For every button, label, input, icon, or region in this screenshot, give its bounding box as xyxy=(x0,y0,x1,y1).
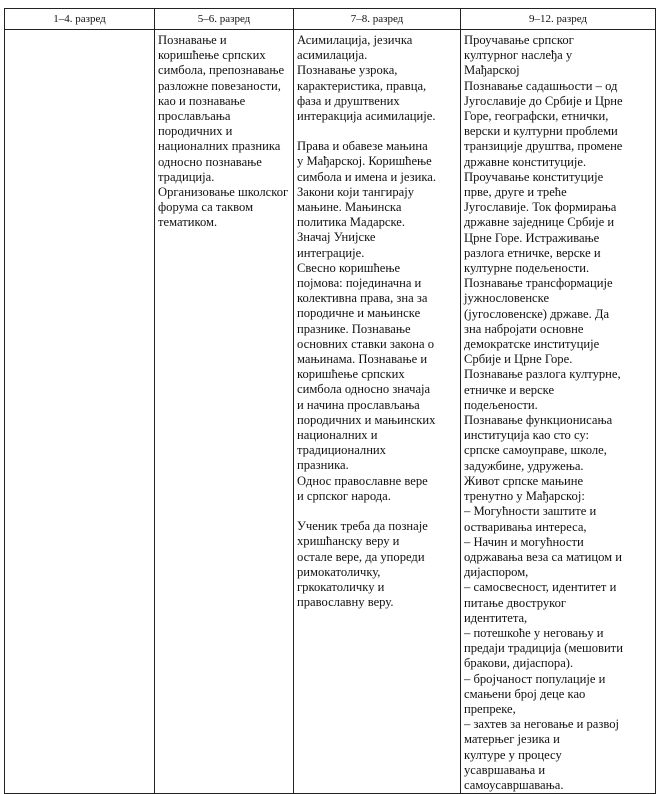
text-line: зна набројати основне xyxy=(464,321,584,336)
paragraph-gap xyxy=(297,124,457,139)
text-line: празника. xyxy=(297,458,349,473)
text-line: традиционалних xyxy=(297,443,386,458)
text-line: питање двоструког xyxy=(464,595,567,610)
table-header xyxy=(5,9,656,30)
text-line: појмова: појединачна и xyxy=(297,276,422,291)
text-line: демократске институције xyxy=(464,337,600,352)
text-line: разлога етничке, верске и xyxy=(464,245,601,260)
text-line: симбола односно значаја xyxy=(297,382,431,397)
text-line: православну веру. xyxy=(297,595,394,610)
text-line: Проучавање српског xyxy=(464,33,574,47)
text-line: и српског народа. xyxy=(297,488,391,503)
text-line: симбола, препознавање xyxy=(158,63,285,78)
text-line: мањинама. Познавање и xyxy=(297,352,428,367)
text-line: културног наслеђа у xyxy=(464,48,573,63)
text-line: Познавање узрока, xyxy=(297,63,398,78)
text-line: Свесно коришћење xyxy=(297,260,401,275)
cell-grade-1-4-text xyxy=(5,30,154,33)
header-grade-7-8: 7–8. разред xyxy=(294,9,461,30)
cell-grade-9-12 xyxy=(461,30,656,794)
text-line: Ученик треба да познаје xyxy=(297,519,428,534)
text-line: римокатоличку, xyxy=(297,564,381,579)
text-line: – самосвесност, идентитет и xyxy=(464,580,617,595)
text-line: етничке и верске xyxy=(464,382,555,397)
text-line: фаза и друштвених xyxy=(297,93,400,108)
text-line: културне подељености. xyxy=(464,261,590,276)
text-line: Србије и Црне Горе. xyxy=(464,352,573,367)
text-line: форума са таквом xyxy=(158,200,254,215)
text-line: и начина прослављања xyxy=(297,397,420,412)
cell-grade-7-8-text xyxy=(294,30,460,610)
text-line: Црне Горе. Истраживање xyxy=(464,230,600,245)
text-line: Југославије до Србије и Црне xyxy=(464,93,623,108)
text-line: односно познавање xyxy=(158,154,262,169)
text-line: верски и културни проблеми xyxy=(464,124,618,139)
text-line: идентитета, xyxy=(464,610,528,625)
text-line: Права и обавезе мањина xyxy=(297,139,428,154)
text-line: културе у процесу xyxy=(464,747,562,762)
text-line: остваривања интереса, xyxy=(464,519,587,534)
text-line: Организовање школског xyxy=(158,185,289,200)
header-grade-9-12: 9–12. разред xyxy=(461,9,656,30)
cell-grade-5-6-text xyxy=(155,30,293,231)
text-line: тренутно у Мађарској: xyxy=(464,489,585,504)
text-line: транзиције друштва, промене xyxy=(464,139,623,154)
text-line: породичних и xyxy=(158,124,233,139)
text-line: Југославије. Ток формирања xyxy=(464,200,617,215)
text-line: прослављања xyxy=(158,109,231,124)
text-line: хришћанску веру и xyxy=(297,534,400,549)
text-line: државне заједнице Србије и xyxy=(464,215,615,230)
text-line: породичне и мањинске xyxy=(297,306,421,321)
text-line: дијаспором, xyxy=(464,565,529,580)
text-line: препреке, xyxy=(464,701,516,716)
text-line: Однос православне вере xyxy=(297,473,428,488)
text-line: самоусавршавања. xyxy=(464,777,564,792)
text-line: националних празника xyxy=(158,139,281,154)
text-line: усавршавања и xyxy=(464,762,546,777)
text-line: – Начин и могућности xyxy=(464,534,584,549)
text-line: карактеристика, правца, xyxy=(297,78,427,93)
text-line: Асимилација, језичка xyxy=(297,33,413,47)
text-line: државне конституције. xyxy=(464,154,587,169)
text-line: коришћење српских xyxy=(158,48,266,63)
text-line: Познавање разлога културне, xyxy=(464,367,621,382)
text-line: асимилација. xyxy=(297,48,368,63)
text-line: националних и xyxy=(297,428,378,443)
text-line: матерњег језика и xyxy=(464,732,560,747)
text-line: Проучавање конституције xyxy=(464,169,604,184)
text-line: Горе, географски, етнички, xyxy=(464,109,609,124)
text-line: бракови, дијаспора). xyxy=(464,656,574,671)
text-line: Живот српске мањине xyxy=(464,473,584,488)
text-line: симбола и имена и језика. xyxy=(297,169,437,184)
text-line: интеракција асимилације. xyxy=(297,109,436,124)
text-line: задужбине, удружења. xyxy=(464,458,584,473)
text-line: српске самоуправе, школе, xyxy=(464,443,607,458)
text-line: подељености. xyxy=(464,397,538,412)
cell-grade-9-12-text xyxy=(461,30,655,793)
text-line: смањени број деце као xyxy=(464,686,586,701)
text-line: Познавање садашњости – од xyxy=(464,78,618,93)
text-line: разложне повезаности, xyxy=(158,78,281,93)
text-line: одржавања веза са матицом и xyxy=(464,549,622,564)
content-row xyxy=(5,30,656,794)
text-line: Значај Унијске xyxy=(297,230,376,245)
text-line: основних ставки закона о xyxy=(297,336,435,351)
text-line: прве, друге и треће xyxy=(464,185,567,200)
text-line: институција као сто су: xyxy=(464,428,590,443)
text-line: – Могућности заштите и xyxy=(464,504,597,519)
text-line: Закони који тангирају xyxy=(297,184,415,199)
text-line: Мађарској xyxy=(464,63,520,78)
text-line: предаји традиција (мешовити xyxy=(464,641,623,656)
text-line: породичних и мањинских xyxy=(297,412,436,427)
text-line: (југословенске) државе. Да xyxy=(464,306,610,321)
text-line: у Мађарској. Коришћење xyxy=(297,154,432,169)
table-body xyxy=(5,30,656,794)
header-row xyxy=(5,9,656,30)
text-line: традиција. xyxy=(158,169,215,184)
text-line: Познавање трансформације xyxy=(464,276,613,291)
text-line: Познавање функционисања xyxy=(464,413,613,428)
text-line: коришћење српских xyxy=(297,367,405,382)
text-line: празнике. Познавање xyxy=(297,321,411,336)
cell-grade-5-6 xyxy=(155,30,294,794)
text-line: гркокатоличку и xyxy=(297,579,385,594)
text-line: тематиком. xyxy=(158,215,218,230)
text-line: као и познавање xyxy=(158,93,246,108)
curriculum-table xyxy=(4,8,656,794)
header-grade-5-6: 5–6. разред xyxy=(155,9,294,30)
text-line: политика Мадарске. xyxy=(297,215,406,230)
text-line: – захтев за неговање и развој xyxy=(464,717,619,732)
text-line: – потешкоће у неговању и xyxy=(464,625,604,640)
text-line: мањине. Мањинска xyxy=(297,200,402,215)
text-line: колективна права, зна за xyxy=(297,291,428,306)
cell-grade-1-4 xyxy=(5,30,155,794)
text-line: јужнословенске xyxy=(464,291,550,306)
text-line: – бројчаност популације и xyxy=(464,671,606,686)
text-line: интеграције. xyxy=(297,245,365,260)
cell-grade-7-8 xyxy=(294,30,461,794)
paragraph-gap xyxy=(297,504,457,519)
text-line: Познавање и xyxy=(158,33,227,47)
header-grade-1-4: 1–4. разред xyxy=(5,9,155,30)
text-line: остале вере, да упореди xyxy=(297,549,425,564)
